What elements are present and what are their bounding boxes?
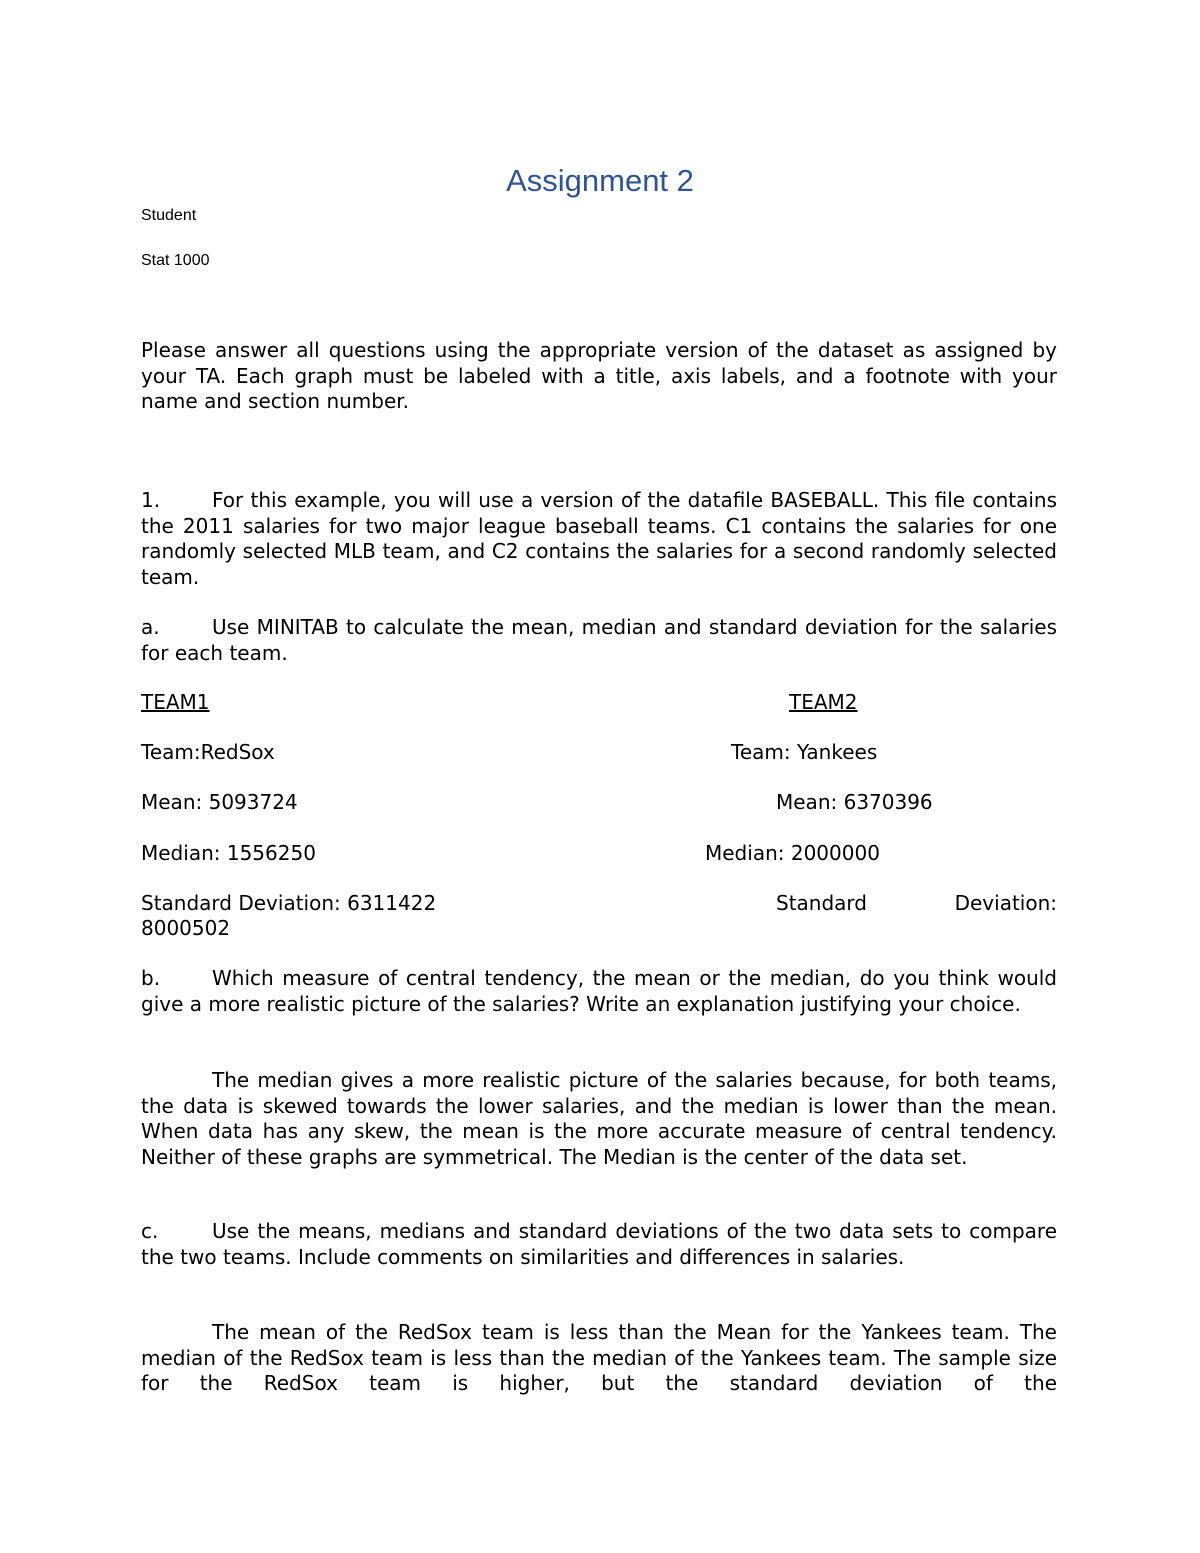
document-title: Assignment 2	[506, 163, 694, 198]
question-a-letter: a.	[141, 615, 160, 639]
team1-mean: Mean: 5093724	[141, 790, 298, 814]
team1-median: Median: 1556250	[141, 841, 316, 865]
course-label: Stat 1000	[141, 252, 210, 269]
answer-b: The median gives a more realistic picture of the salaries because, for both teams, the data is skewed towards the lower salaries, and the median is lower than the mean. When data has any skew, the mean is the more accurate measure of central tendency. Neither of these graphs are symmetrical. The Median is the center of the data set.	[141, 1068, 1057, 1169]
team2-std-dev-value: 8000502	[141, 916, 231, 940]
question-1-number: 1.	[141, 488, 161, 512]
team2-std-dev-word2: Deviation:	[954, 891, 1057, 915]
question-c	[141, 1219, 1057, 1270]
question-a	[141, 615, 1057, 666]
question-c-letter: c.	[141, 1219, 159, 1243]
student-label: Student	[141, 207, 197, 224]
team1-header: TEAM1	[141, 690, 210, 714]
team1-name: Team:RedSox	[141, 740, 275, 764]
question-a-text: Use MINITAB to calculate the mean, median and standard deviation for the salaries for each team.	[141, 615, 1057, 665]
question-1	[141, 488, 1057, 590]
team2-header: TEAM2	[789, 690, 858, 714]
team2-std-dev-word1: Standard	[776, 891, 867, 915]
team2-median: Median: 2000000	[705, 841, 880, 865]
question-b-text: Which measure of central tendency, the mean or the median, do you think would give a more realistic picture of the salaries? Write an explanation justifying your choice.	[141, 966, 1057, 1016]
question-1-text: For this example, you will use a version of the datafile BASEBALL. This file contains the 2011 salaries for two major league baseball teams. C1 contains the salaries for one randomly selected MLB team, and C2 contains the salaries for a second randomly selected team.	[141, 488, 1057, 589]
team2-name: Team: Yankees	[731, 740, 878, 764]
intro-paragraph: Please answer all questions using the appropriate version of the dataset as assigned by your TA. Each graph must be labeled with a title, axis labels, and a footnote with your name and section number.	[141, 338, 1057, 413]
team2-mean: Mean: 6370396	[776, 790, 933, 814]
answer-c: The mean of the RedSox team is less than the Mean for the Yankees team. The median of the RedSox team is less than the median of the Yankees team. The sample size for the RedSox team is higher, but the standard deviation of the	[141, 1320, 1057, 1395]
team1-std-dev: Standard Deviation: 6311422	[141, 891, 437, 915]
question-b-letter: b.	[141, 966, 161, 990]
question-c-text: Use the means, medians and standard deviations of the two data sets to compare the two teams. Include comments on similarities and differences in salaries.	[141, 1219, 1057, 1269]
question-b	[141, 966, 1057, 1017]
